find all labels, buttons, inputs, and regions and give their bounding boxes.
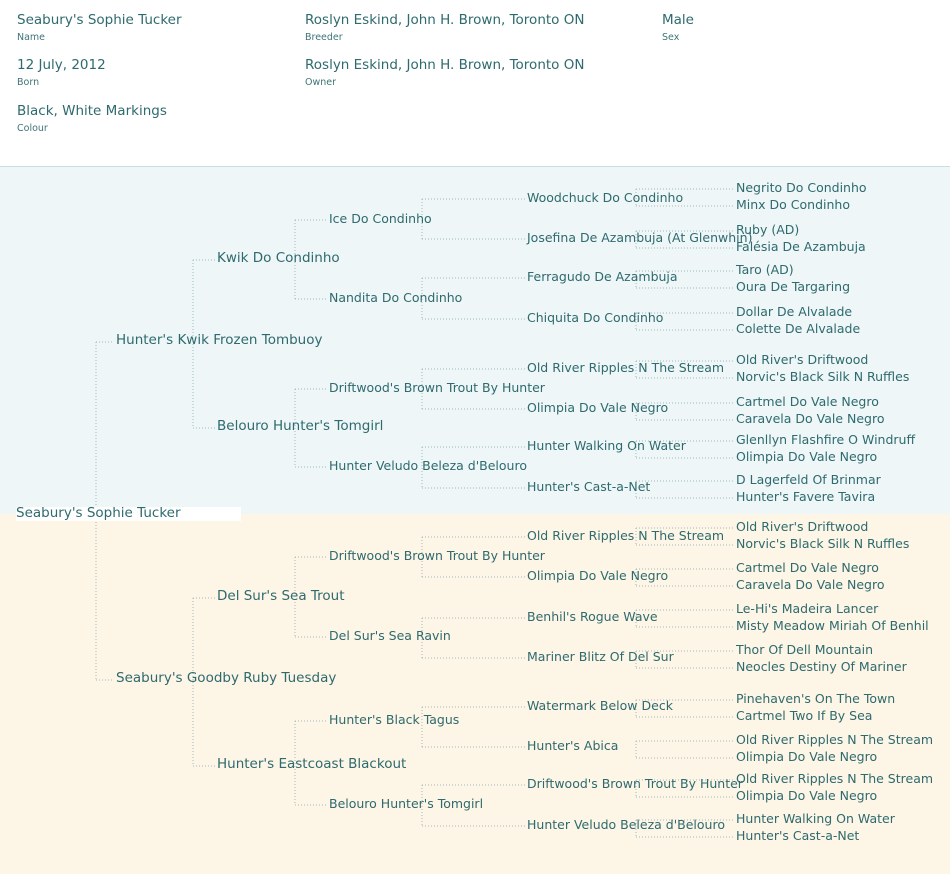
breeder-value: Roslyn Eskind, John H. Brown, Toronto ON — [305, 12, 585, 28]
gen4-ancestor-name[interactable]: Benhil's Rogue Wave — [527, 608, 658, 624]
parent-name[interactable]: Seabury's Goodby Ruby Tuesday — [116, 670, 337, 687]
gen5-ancestor-name[interactable]: Pinehaven's On The Town — [736, 690, 896, 706]
sex-value: Male — [662, 12, 694, 28]
gen4-ancestor-name[interactable]: Ferragudo De Azambuja — [527, 268, 678, 284]
subject-name[interactable]: Seabury's Sophie Tucker — [16, 507, 241, 521]
gen5-ancestor-name[interactable]: Le-Hi's Madeira Lancer — [736, 600, 879, 616]
gen5-ancestor-name[interactable]: Cartmel Do Vale Negro — [736, 559, 879, 575]
gen5-ancestor-name[interactable]: Neocles Destiny Of Mariner — [736, 658, 907, 674]
gen5-ancestor-name[interactable]: Ruby (AD) — [736, 221, 800, 237]
born-label: Born — [17, 77, 40, 88]
gen5-ancestor-name[interactable]: Hunter's Cast-a-Net — [736, 827, 860, 843]
gen4-ancestor-name[interactable]: Mariner Blitz Of Del Sur — [527, 648, 674, 664]
gen5-ancestor-name[interactable]: Norvic's Black Silk N Ruffles — [736, 535, 910, 551]
great-grandparent-name[interactable]: Belouro Hunter's Tomgirl — [329, 795, 484, 811]
gen5-ancestor-name[interactable]: Oura De Targaring — [736, 278, 851, 294]
great-grandparent-name[interactable]: Nandita Do Condinho — [329, 289, 463, 305]
great-grandparent-name[interactable]: Driftwood's Brown Trout By Hunter — [329, 379, 545, 395]
owner-label: Owner — [305, 77, 337, 88]
gen5-ancestor-name[interactable]: Misty Meadow Miriah Of Benhil — [736, 617, 929, 633]
gen4-ancestor-name[interactable]: Driftwood's Brown Trout By Hunter — [527, 775, 743, 791]
gen5-ancestor-name[interactable]: Olimpia Do Vale Negro — [736, 748, 878, 764]
owner-value: Roslyn Eskind, John H. Brown, Toronto ON — [305, 57, 585, 73]
breeder-label: Breeder — [305, 32, 343, 43]
gen5-ancestor-name[interactable]: Caravela Do Vale Negro — [736, 410, 885, 426]
gen4-ancestor-name[interactable]: Chiquita Do Condinho — [527, 309, 664, 325]
gen5-ancestor-name[interactable]: Old River's Driftwood — [736, 518, 869, 534]
colour-label: Colour — [17, 123, 48, 134]
gen5-ancestor-name[interactable]: Caravela Do Vale Negro — [736, 576, 885, 592]
gen5-ancestor-name[interactable]: Taro (AD) — [736, 261, 794, 277]
colour-value: Black, White Markings — [17, 103, 167, 119]
great-grandparent-name[interactable]: Del Sur's Sea Ravin — [329, 627, 451, 643]
gen5-ancestor-name[interactable]: Olimpia Do Vale Negro — [736, 448, 878, 464]
gen5-ancestor-name[interactable]: Colette De Alvalade — [736, 320, 861, 336]
gen5-ancestor-name[interactable]: Old River Ripples N The Stream — [736, 770, 934, 786]
gen5-ancestor-name[interactable]: Norvic's Black Silk N Ruffles — [736, 368, 910, 384]
gen4-ancestor-name[interactable]: Hunter Walking On Water — [527, 437, 686, 453]
gen4-ancestor-name[interactable]: Hunter Veludo Beleza d'Belouro — [527, 816, 725, 832]
gen5-ancestor-name[interactable]: Old River's Driftwood — [736, 351, 869, 367]
great-grandparent-name[interactable]: Hunter Veludo Beleza d'Belouro — [329, 457, 527, 473]
gen5-ancestor-name[interactable]: Olimpia Do Vale Negro — [736, 787, 878, 803]
gen4-ancestor-name[interactable]: Watermark Below Deck — [527, 697, 673, 713]
great-grandparent-name[interactable]: Ice Do Condinho — [329, 210, 432, 226]
gen5-ancestor-name[interactable]: Cartmel Two If By Sea — [736, 707, 873, 723]
gen5-ancestor-name[interactable]: Falésia De Azambuja — [736, 238, 866, 254]
parent-name[interactable]: Hunter's Kwik Frozen Tombuoy — [116, 332, 323, 349]
gen4-ancestor-name[interactable]: Olimpia Do Vale Negro — [527, 567, 669, 583]
gen4-ancestor-name[interactable]: Hunter's Abica — [527, 737, 619, 753]
gen5-ancestor-name[interactable]: Hunter Walking On Water — [736, 810, 895, 826]
gen4-ancestor-name[interactable]: Josefina De Azambuja (At Glenwhin) — [527, 229, 753, 245]
grandparent-name[interactable]: Hunter's Eastcoast Blackout — [217, 756, 407, 773]
gen5-ancestor-name[interactable]: D Lagerfeld Of Brinmar — [736, 471, 881, 487]
gen4-ancestor-name[interactable]: Old River Ripples N The Stream — [527, 359, 725, 375]
gen5-ancestor-name[interactable]: Hunter's Favere Tavira — [736, 488, 876, 504]
gen4-ancestor-name[interactable]: Woodchuck Do Condinho — [527, 189, 684, 205]
gen5-ancestor-name[interactable]: Glenllyn Flashfire O Windruff — [736, 431, 916, 447]
gen5-ancestor-name[interactable]: Dollar De Alvalade — [736, 303, 853, 319]
sex-label: Sex — [662, 32, 680, 43]
dog-name-label: Name — [17, 32, 46, 43]
great-grandparent-name[interactable]: Hunter's Black Tagus — [329, 711, 460, 727]
gen4-ancestor-name[interactable]: Olimpia Do Vale Negro — [527, 399, 669, 415]
gen4-ancestor-name[interactable]: Hunter's Cast-a-Net — [527, 478, 651, 494]
gen5-ancestor-name[interactable]: Thor Of Dell Mountain — [736, 641, 873, 657]
great-grandparent-name[interactable]: Driftwood's Brown Trout By Hunter — [329, 547, 545, 563]
grandparent-name[interactable]: Kwik Do Condinho — [217, 250, 340, 267]
gen5-ancestor-name[interactable]: Minx Do Condinho — [736, 196, 850, 212]
gen5-ancestor-name[interactable]: Negrito Do Condinho — [736, 179, 867, 195]
gen5-ancestor-name[interactable]: Cartmel Do Vale Negro — [736, 393, 879, 409]
grandparent-name[interactable]: Belouro Hunter's Tomgirl — [217, 418, 384, 435]
gen4-ancestor-name[interactable]: Old River Ripples N The Stream — [527, 527, 725, 543]
gen5-ancestor-name[interactable]: Old River Ripples N The Stream — [736, 731, 934, 747]
dog-name: Seabury's Sophie Tucker — [17, 12, 182, 28]
born-date: 12 July, 2012 — [17, 57, 106, 73]
grandparent-name[interactable]: Del Sur's Sea Trout — [217, 588, 345, 605]
